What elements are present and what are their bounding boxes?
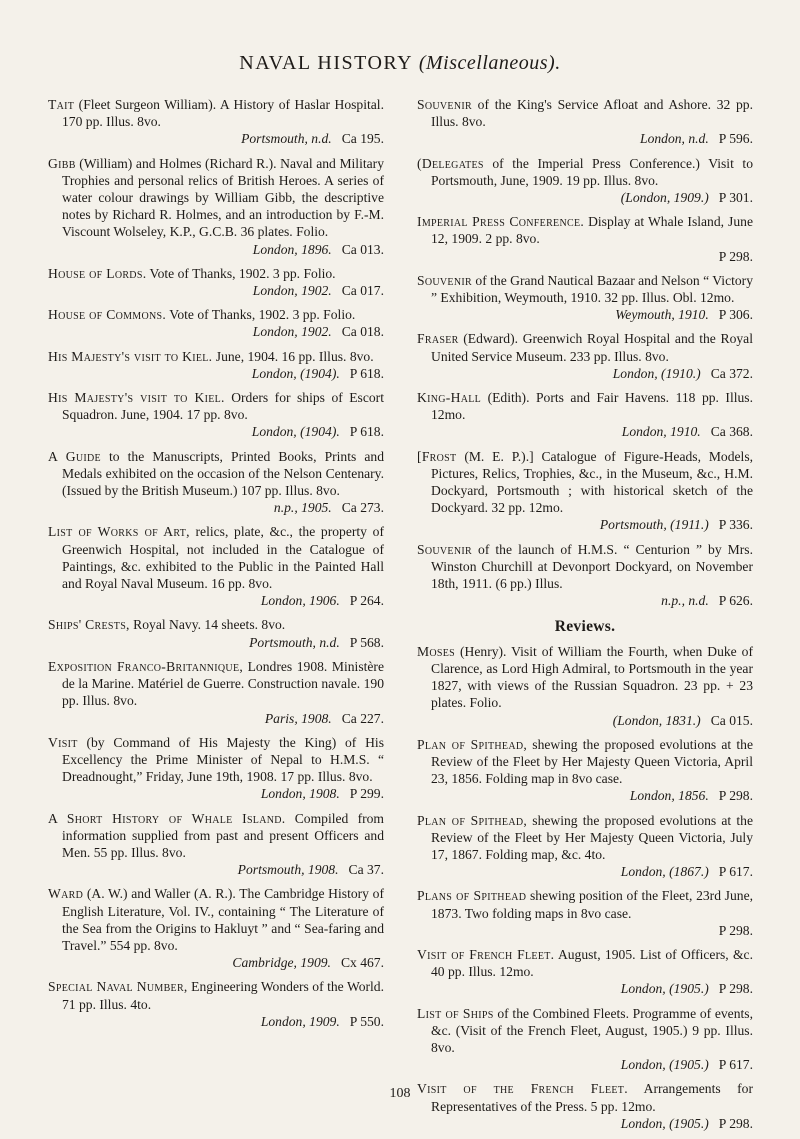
entry-heading: Visit of the French Fleet. [417,1081,628,1097]
entry-place-date: London, (1910.) [612,365,701,381]
entry-heading: Souvenir [417,97,472,112]
entry-description: to the Manuscripts, Printed Books, Prints and Medals exhibited on the occasion of the Nelson Centenary. (Issued by the British Museum.) 107 pp. Illus. 8vo. [62,448,384,499]
catalog-entry [417,946,753,998]
entry-place-date: (London, 1909.) [620,190,709,206]
entry-heading: Plan of Spithead, [417,736,528,752]
entry-imprint [62,710,384,727]
entry-heading: Plan of Spithead, [417,812,528,828]
entry-imprint [62,365,384,382]
entry-description: Vote of Thanks, 1902. 3 pp. Folio. [169,307,356,323]
entry-heading: Exposition Franco-Britannique, [48,658,244,674]
entry-imprint [62,241,384,258]
entry-place-date: London, (1905.) [620,981,709,997]
entry-description: of the Imperial Press Conference.) Visit to Portsmouth, June, 1909. 19 pp. Illus. 8vo. [431,155,753,188]
entry-place-date: London, (1867.) [620,864,709,880]
entry-place-date: Weymouth, 1910. [615,307,709,323]
entry-heading: Plans of Spithead [417,888,527,904]
entry-shelfmark: P 617. [718,864,753,880]
right-entries [417,96,753,609]
catalog-entry [48,658,384,727]
entry-place-date: Paris, 1908. [264,710,332,726]
entry-heading: King-Hall [417,390,482,406]
entry-place-date: London, 1908. [260,786,340,802]
entry-shelfmark: Ca 368. [710,424,753,440]
page-number: 108 [389,1086,411,1101]
entry-imprint [431,980,753,997]
catalog-entry [48,978,384,1030]
entry-place-date: Portsmouth, n.d. [249,634,340,650]
entry-heading: A Short History of Whale Island. [48,810,286,826]
catalog-entry [417,541,753,610]
entry-heading: Visit [48,734,78,750]
entry-imprint [431,130,753,147]
entry-heading: Gibb [48,155,76,171]
entry-description: (by Command of His Majesty the King) of His Excellency the Prime Minister of Nepal to H.M.S. “ Dreadnought,” Friday, June 19th, 1908. 17 pp. Illus. 8vo. [62,734,385,785]
entry-imprint [431,922,753,939]
catalog-entry [48,348,384,382]
entry-shelfmark: Cx 467. [340,955,384,971]
entry-description: Display at Whale Island, June 12, 1909. 2 pp. 8vo. [431,214,753,247]
catalog-entry [48,734,384,803]
entry-shelfmark: P 618. [349,424,384,440]
entry-imprint [431,365,753,382]
entry-place-date: London, 1902. [252,324,332,340]
entry-heading: List of Ships [417,1005,494,1021]
entry-description: August, 1905. List of Officers, &c. 40 pp. Illus. 12mo. [431,946,753,980]
entry-shelfmark: P 336. [718,517,753,533]
entry-shelfmark: Ca 017. [341,283,384,299]
entry-shelfmark: P 298. [718,922,753,938]
entry-imprint [62,130,384,147]
entry-description: (Edith). Ports and Fair Havens. 118 pp. Illus. 12mo. [431,390,753,423]
entry-imprint [62,634,384,651]
entry-heading: His Majesty's visit to Kiel. [48,348,213,364]
entry-heading: Imperial Press Conference. [417,214,585,230]
entry-description: Londres 1908. Ministère de la Marine. Matériel de Guerre. Construction navale. 190 pp. Illus. 8vo. [62,658,384,709]
entry-imprint [431,1115,753,1132]
page-title: NAVAL HISTORY [239,52,413,74]
entry-heading: Ward [48,886,84,902]
entry-description: (M. E. P.).] Catalogue of Figure-Heads, Models, Pictures, Relics, Trophies, &c., in the Museum, &c., H.M. Dockyard, Portsmouth ; with historical sketch of the Dockyard. 32 pp. 12mo. [431,448,754,516]
entry-description: (William) and Holmes (Richard R.). Naval and Military Trophies and personal relics of British Heroes. A series of water colour drawings by William Gibb, the descriptive notes by Richard R. Holmes, and an introduction by F.-M. Viscount Wolseley, K.P., G.C.B. 36 plates. Folio. [62,155,384,240]
catalog-entry [417,448,753,534]
entry-imprint [62,1013,384,1030]
entry-shelfmark: P 298. [718,788,753,804]
entry-heading: His Majesty's visit to Kiel. [48,390,225,406]
entry-description: of the King's Service Afloat and Ashore. 32 pp. Illus. 8vo. [431,97,753,130]
catalog-entry [48,96,384,148]
left-column [48,96,384,1037]
entry-place-date: London, n.d. [640,131,709,147]
entry-shelfmark: P 298. [718,981,753,997]
entry-shelfmark: P 299. [349,786,384,802]
entry-description: Orders for ships of Escort Squadron. June, 1904. 17 pp. 8vo. [62,390,384,423]
catalog-entry [417,272,753,324]
entry-place-date: London, 1909. [260,1013,340,1029]
entry-imprint [431,1056,753,1073]
catalog-entry [48,306,384,340]
entry-shelfmark: Ca 227. [341,710,384,726]
entry-shelfmark: Ca 015. [710,712,753,728]
catalog-entry [417,643,753,729]
entry-description: (Henry). Visit of William the Fourth, when Duke of Clarence, as Lord High Admiral, to Portsmouth in the year 1827, with views of the Russian Squadron. 23 pp. + 23 plates. Folio. [431,643,753,711]
entry-shelfmark: P 298. [718,1115,753,1131]
entry-imprint [431,592,753,609]
entry-heading: Souvenir [417,272,472,288]
entry-shelfmark: P 550. [349,1013,384,1029]
catalog-entry [417,389,753,441]
catalog-entry [417,96,753,148]
entry-shelfmark: Ca 37. [348,862,384,878]
entry-description: (A. W.) and Waller (A. R.). The Cambridge History of English Literature, Vol. IV., containing “ The Literature of the Sea from the Origins to Hakluyt ” and “ Sea-faring and Travel.” 554 pp. 8vo. [62,886,384,953]
entry-description: Engineering Wonders of the World. 71 pp. Illus. 4to. [62,979,384,1012]
entry-imprint [431,423,753,440]
catalog-entry [48,810,384,879]
catalog-entry [417,736,753,805]
catalog-entry [48,155,384,258]
entry-imprint [431,306,753,323]
entry-description: shewing the proposed evolutions at the Review of the Fleet by Her Majesty Queen Victoria, April 23, 1856. Folding map in 8vo case. [431,736,753,787]
entry-heading: [Frost [417,448,457,464]
entry-shelfmark: P 301. [718,190,753,206]
catalog-entry [48,389,384,441]
entry-heading: House of Lords. [48,265,147,281]
entry-description: (Edward). Greenwich Royal Hospital and the Royal United Service Museum. 233 pp. Illus. 8vo. [431,331,753,364]
entry-imprint [62,861,384,878]
entry-shelfmark: P 617. [718,1057,753,1073]
entry-description: June, 1904. 16 pp. Illus. 8vo. [215,348,374,364]
entry-heading: Ships' Crests, [48,617,130,633]
catalog-entry [48,265,384,299]
entry-shelfmark: Ca 018. [341,324,384,340]
catalog-entry [417,887,753,939]
reviews-heading: Reviews. [554,618,616,636]
entry-place-date: London, (1904). [251,424,340,440]
entry-imprint [431,248,753,265]
entry-description: of the Grand Nautical Bazaar and Nelson “ Victory ” Exhibition, Weymouth, 1910. 32 pp. Illus. Obl. 12mo. [431,272,753,306]
entry-heading: Moses [417,643,456,659]
catalog-entry [48,523,384,609]
entry-heading: Souvenir [417,541,472,557]
entry-imprint [62,282,384,299]
review-entries [417,643,753,1132]
entry-place-date: London, 1910. [621,424,701,440]
entry-shelfmark: Ca 013. [341,241,384,257]
catalog-entry [417,330,753,382]
entry-imprint [431,712,753,729]
entry-imprint [62,954,384,971]
catalog-entry [48,448,384,517]
catalog-entry [417,155,753,207]
entry-shelfmark: Ca 273. [341,500,384,516]
entry-place-date: Cambridge, 1909. [232,955,331,971]
entry-description: of the launch of H.M.S. “ Centurion ” by Mrs. Winston Churchill at Devonport Dockyard, on November 18th, 1911. (6 pp.) Illus. [431,541,753,592]
entry-place-date: London, 1896. [252,241,332,257]
entry-description: (Fleet Surgeon William). A History of Haslar Hospital. 170 pp. Illus. 8vo. [62,97,384,130]
entry-description: relics, plate, &c., the property of Greenwich Hospital, not included in the Catalogue of Paintings, &c. exhibited to the Public in the Painted Hall and Royal Naval Museum. 16 pp. 8vo. [62,524,384,592]
entry-imprint [62,499,384,516]
entry-imprint [431,787,753,804]
entry-place-date: London, (1905.) [620,1057,709,1073]
entry-shelfmark: P 264. [349,593,384,609]
entry-shelfmark: P 618. [349,365,384,381]
right-column [417,96,753,1139]
catalog-entry [417,1005,753,1074]
entry-description: shewing position of the Fleet, 23rd June, 1873. Two folding maps in 8vo case. [431,888,753,921]
entry-imprint [62,423,384,440]
entry-heading: A Guide [48,448,101,464]
entry-shelfmark: Ca 372. [710,365,753,381]
entry-shelfmark: P 568. [349,634,384,650]
entry-place-date: London, 1902. [252,283,332,299]
entry-place-date: (London, 1831.) [612,712,701,728]
entry-imprint [431,189,753,206]
entry-place-date: n.p., n.d. [661,593,709,609]
catalog-entry [417,812,753,881]
entry-heading: (Delegates [417,155,484,171]
entry-imprint [431,863,753,880]
entry-description: Vote of Thanks, 1902. 3 pp. Folio. [149,265,336,281]
entry-place-date: Portsmouth, (1911.) [599,517,709,533]
page-header [0,52,800,75]
entry-description: shewing the proposed evolutions at the Review of the Fleet by Her Majesty Queen Victoria, July 17, 1867. Folding map, &c. 4to. [431,812,753,862]
catalog-entry [417,213,753,265]
entry-description: of the Combined Fleets. Programme of events, &c. (Visit of the French Fleet, August, 1905.) 9 pp. Illus. 8vo. [431,1005,753,1055]
entry-heading: Tait [48,97,75,112]
entry-heading: Visit of French Fleet. [417,946,555,962]
entry-place-date: Portsmouth, n.d. [241,131,332,147]
entry-place-date: London, 1906. [260,593,340,609]
entry-place-date: London, 1856. [629,788,709,804]
entry-shelfmark: P 626. [718,593,753,609]
entry-heading: Special Naval Number, [48,979,188,995]
entry-description: Compiled from information supplied from past and present Officers and Men. 55 pp. Illus. 8vo. [62,810,384,860]
entry-shelfmark: P 306. [718,307,753,323]
entry-heading: List of Works of Art, [48,524,190,540]
entry-shelfmark: P 298. [718,248,753,264]
entry-place-date: London, (1904). [251,365,340,381]
entry-shelfmark: Ca 195. [341,131,384,147]
catalog-entry [48,616,384,650]
entry-imprint [62,785,384,802]
entry-imprint [62,323,384,340]
entry-imprint [431,516,753,533]
entry-shelfmark: P 596. [718,131,753,147]
entry-heading: Fraser [417,331,459,347]
entry-imprint [62,592,384,609]
entry-description: Royal Navy. 14 sheets. 8vo. [133,617,286,633]
entry-heading: House of Commons. [48,307,167,323]
entry-place-date: London, (1905.) [620,1115,709,1131]
page-subtitle: (Miscellaneous). [418,52,561,74]
entry-place-date: n.p., 1905. [273,500,332,516]
entry-description: Arrangements for Representatives of the Press. 5 pp. 12mo. [431,1081,753,1114]
catalog-entry [48,885,384,971]
entry-place-date: Portsmouth, 1908. [237,862,339,878]
